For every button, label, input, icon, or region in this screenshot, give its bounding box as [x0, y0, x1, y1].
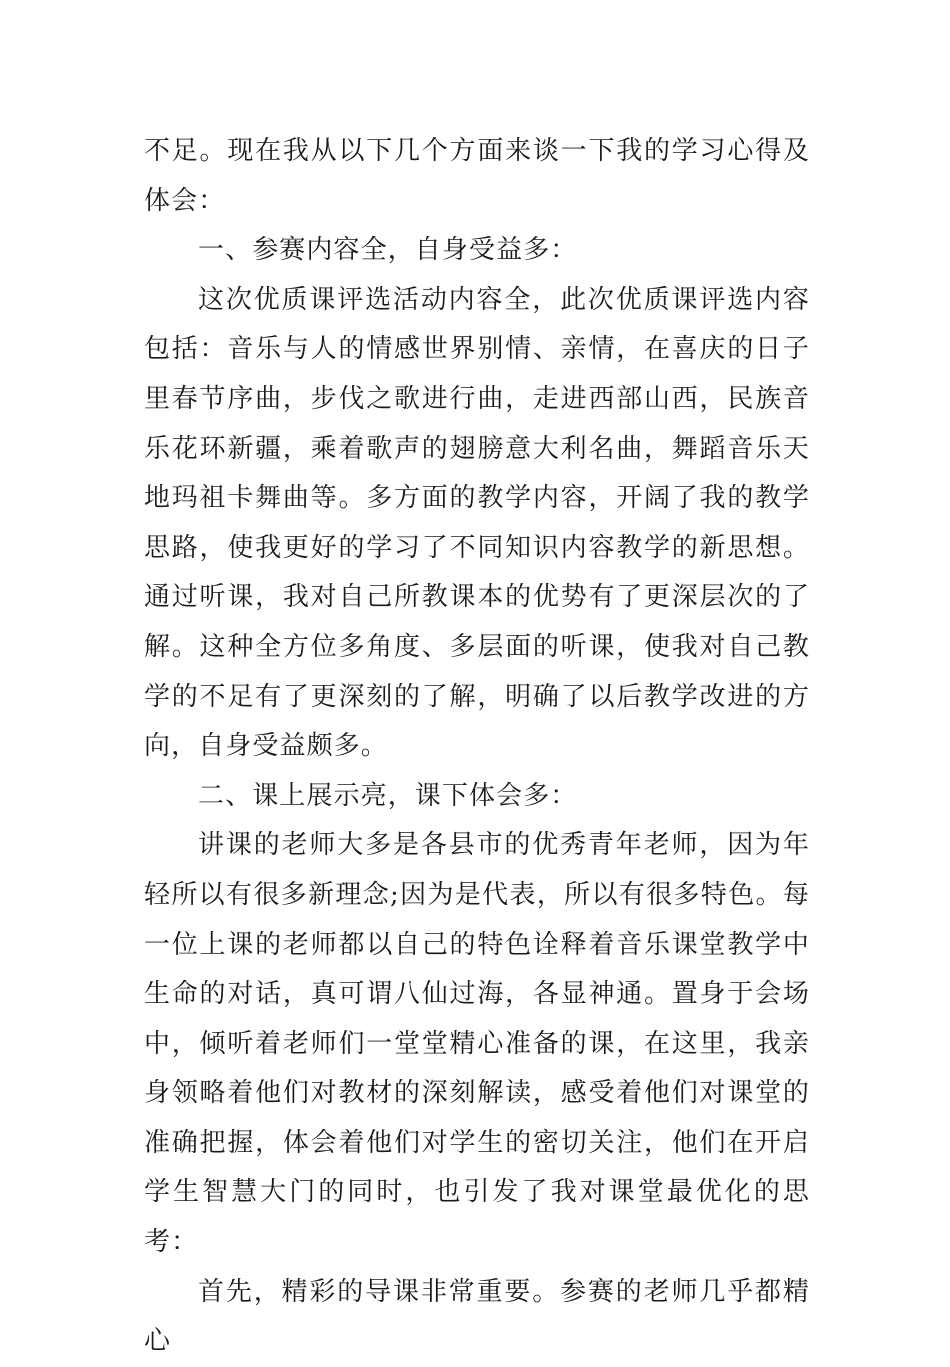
- section-heading-2: 二、课上展示亮，课下体会多：: [198, 780, 578, 811]
- paragraph-teachers: 讲课的老师大多是各县市的优秀青年老师，因为年轻所以有很多新理念;因为是代表，所以有很多特色。每一位上课的老师都以自己的特色诠释着音乐课堂教学中生命的对话，真可谓八仙过海，各显神通。置身于会场中，倾听着老师们一堂堂精心准备的课，在这里，我亲身领略着他们对教材的深刻解读，感受着他们对课堂的准确把握，体会着他们对学生的密切关注，他们在开启学生智慧大门的同时，也引发了我对课堂最优化的思考：: [144, 830, 810, 1258]
- paragraph-contest-content: 这次优质课评选活动内容全，此次优质课评选内容包括：音乐与人的情感世界别情、亲情，在喜庆的日子里春节序曲，步伐之歌进行曲，走进西部山西，民族音乐花环新疆，乘着歌声的翅膀意大利名曲，舞蹈音乐天地玛祖卡舞曲等。多方面的教学内容，开阔了我的教学思路，使我更好的学习了不同知识内容教学的新思想。通过听课，我对自己所教课本的优势有了更深层次的了解。这种全方位多角度、多层面的听课，使我对自己教学的不足有了更深刻的了解，明确了以后教学改进的方向，自身受益颇多。: [144, 284, 810, 762]
- paragraph-continuation: 不足。现在我从以下几个方面来谈一下我的学习心得及体会：: [144, 136, 810, 216]
- paragraph-lesson-intro: 首先，精彩的导课非常重要。参赛的老师几乎都精心: [144, 1276, 810, 1357]
- document-body: [144, 127, 810, 1367]
- section-heading-1: 一、参赛内容全，自身受益多：: [198, 235, 578, 266]
